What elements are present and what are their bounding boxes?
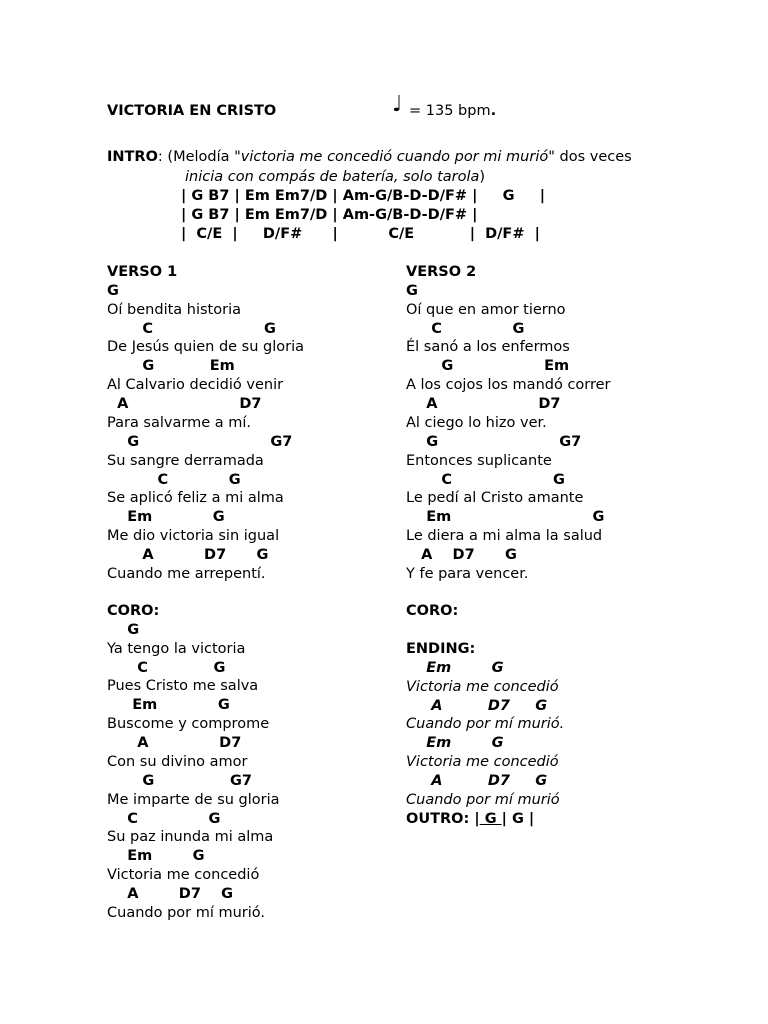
lyric-line: Pues Cristo me salva [107,678,259,695]
chord-line: A D7 G [406,697,548,714]
chord-line: G Em [406,358,570,375]
lyric-line: Me dio victoria sin igual [107,528,280,545]
chord-line: G [107,621,140,638]
chord-line: Em G [107,697,230,714]
lyric-line: Le diera a mi alma la salud [406,528,603,545]
lyric-line: Le pedí al Cristo amante [406,490,584,507]
lyric-line: Oí bendita historia [107,301,241,318]
chord-line: A D7 G [107,547,269,564]
lyric-line: Y fe para vencer. [406,565,529,582]
chord-line: A D7 [107,735,242,752]
song-title: VICTORIA EN CRISTO [107,103,277,119]
chord-line: G [107,282,119,299]
lyric-line: Para salvarme a mí. [107,414,251,431]
outro-bar-1: G [479,811,502,827]
lyric-line: Victoria me concedió [107,867,260,884]
lyric-line: Victoria me concedió [406,754,559,771]
tempo [409,102,496,121]
outro-rest: | G | [501,811,535,827]
chord-line: C G [107,320,276,337]
ending-label: ENDING: [406,641,476,657]
chord-line: C G [107,810,221,827]
coro1-label: CORO: [107,603,160,619]
chord-line: Em G [107,848,205,865]
intro-bar-3: | C/E | D/F# | C/E | D/F# | [181,226,540,242]
intro-close: ) [479,169,486,185]
intro-line-1 [107,148,632,167]
intro-line-2 [185,168,485,187]
outro-line [406,810,534,829]
coro-2-label: CORO: [406,603,459,619]
chord-line: G G7 [107,772,252,789]
chord-line: G Em [107,358,235,375]
chord-line: A D7 G [406,547,517,564]
chord-line: Em G [107,509,225,526]
lyric-line: Se aplicó feliz a mi alma [107,490,284,507]
lyric-line: De Jesús quien de su gloria [107,339,305,356]
chord-line: C G [406,320,525,337]
intro-line-2-text: inicia con compás de batería, solo tarola [185,169,480,185]
chord-line: C G [406,471,565,488]
chord-line: A D7 G [406,773,548,790]
lyric-line: Ya tengo la victoria [107,640,246,657]
intro-colon: : (Melodía [157,149,235,165]
lyric-line: Con su divino amor [107,753,248,770]
lyric-line: Cuando me arrepentí. [107,565,266,582]
verso2-label: VERSO 2 [406,264,477,280]
chord-line: C G [107,659,226,676]
intro-quote: "victoria me concedió cuando por mi murió" [234,149,555,165]
lyric-line: Me imparte de su gloria [107,791,280,808]
tempo-dot: . [490,103,497,119]
intro-bar-1: | G B7 | Em Em7/D | Am-G/B-D-D/F# | G | [181,188,546,204]
lyric-line: A los cojos los mandó correr [406,377,611,394]
outro-label: OUTRO: | [406,811,480,827]
chord-line: G G7 [107,433,293,450]
chord-line: A D7 G [107,886,234,903]
lyric-line: Su paz inunda mi alma [107,829,274,846]
quarter-note-icon: ♩ [392,92,403,117]
chord-line: G G7 [406,433,582,450]
chord-line: G [406,282,418,299]
lyric-line: Al ciego lo hizo ver. [406,414,547,431]
chord-line: C G [107,471,241,488]
chord-line: Em G [406,735,504,752]
chord-line: Em G [406,659,504,676]
verso1-label: VERSO 1 [107,264,178,280]
chord-line: A D7 [107,396,262,413]
lyric-line: Victoria me concedió [406,678,559,695]
intro-bar-2: | G B7 | Em Em7/D | Am-G/B-D-D/F# | [181,207,478,223]
lyric-line: Su sangre derramada [107,452,264,469]
lyric-line: Cuando por mí murió [406,791,560,808]
chord-line: A D7 [406,396,561,413]
chord-line: Em G [406,509,605,526]
lyric-line: Entonces suplicante [406,452,552,469]
lyric-line: Él sanó a los enfermos [406,339,570,356]
intro-label: INTRO [107,149,158,165]
intro-rest: dos veces [554,149,632,165]
lyric-line: Cuando por mí murió. [107,904,266,921]
lyric-line: Buscome y comprome [107,716,270,733]
lyric-line: Cuando por mí murió. [406,716,565,733]
lyric-line: Oí que en amor tierno [406,301,566,318]
tempo-text: = 135 bpm [409,103,491,119]
lyric-line: Al Calvario decidió venir [107,377,284,394]
